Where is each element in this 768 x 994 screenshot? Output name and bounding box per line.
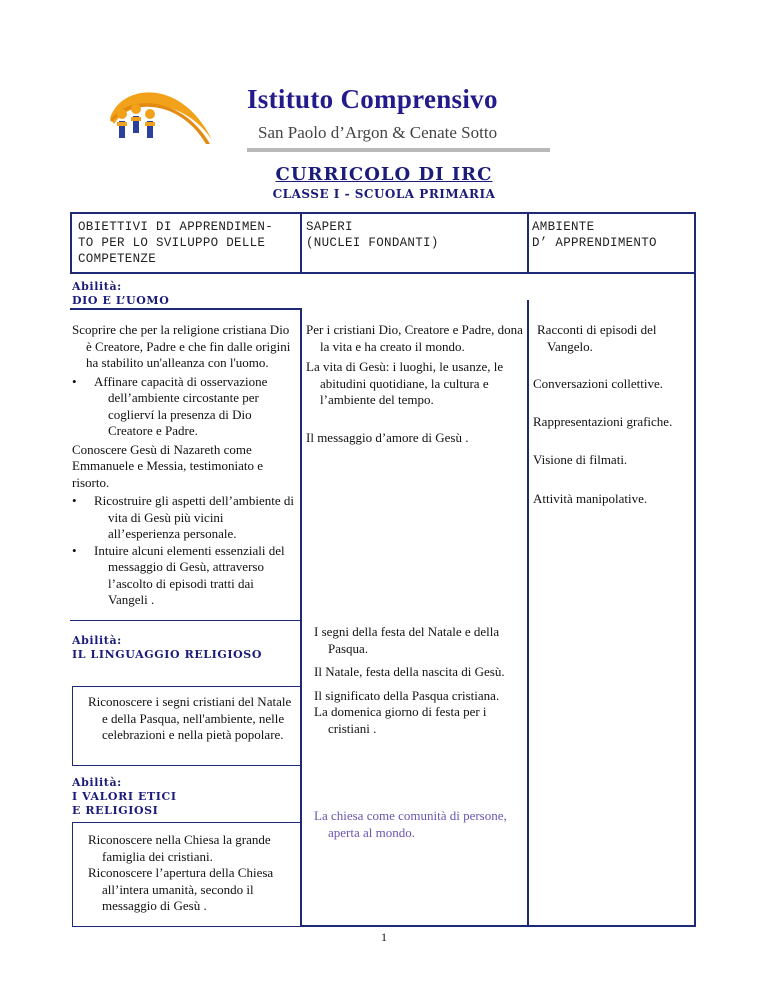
table-left-border-top (70, 212, 72, 272)
table-bottom-border (300, 925, 696, 927)
header-obiettivi: OBIETTIVI DI APPRENDIMEN- TO PER LO SVILUPPO DELLE COMPETENZE (78, 220, 274, 266)
section2-obiettivo: Riconoscere i segni cristiani del Natale e della Pasqua, nell'ambiente, nelle celebrazioni e nella pietà popolare. (88, 694, 292, 742)
section1-box-bottom (70, 620, 302, 621)
institute-title: Istituto Comprensivo (247, 84, 498, 114)
section1-label: Abilità: DIO E L’UOMO (72, 280, 170, 307)
col1-header-right (300, 212, 302, 272)
col2-divider (527, 300, 529, 925)
header-ambiente: AMBIENTE D’ APPRENDIMENTO (532, 220, 657, 250)
header-saperi: SAPERI (NUCLEI FONDANTI) (306, 220, 439, 250)
school-logo-icon (92, 78, 217, 146)
section2-saperi: I segni della festa del Natale e della Pasqua. Il Natale, festa della nascita di Gesù. Il significato della Pasqua cristiana. La domenica giorno di festa per i cristiani . (314, 624, 505, 736)
section3-obiettivi: Riconoscere nella Chiesa la grande famiglia dei cristiani. Riconoscere l’apertura della Chiesa all’intera umanità, secondo il messaggio di Gesù . (88, 832, 274, 913)
section1-obiettivi: Scoprire che per la religione cristiana Dio è Creatore, Padre e che fin dalle origini ha stabilito un'alleanza con l'uomo. • Affinare capacità di osservazione dell’ambiente circostante per coglierví la presenza di Dio Creatore e Padre. Conoscere Gesù di Nazareth come Emmanuele e Messia, testimoniato e risorto. • Ricostruire gli aspetti dell’ambiente di vita di Gesù più vicini all’esperienza personale. • Intuire alcuni elementi essenziali del messaggio di Gesù, attraverso l’ascolto di episodi tratti dai Vangeli . (72, 322, 294, 609)
table-top-border (70, 212, 696, 214)
table-right-border (694, 212, 696, 925)
class-subtitle: CLASSE I - SCUOLA PRIMARIA (272, 187, 496, 201)
section1-label-underline (70, 308, 302, 310)
section1-saperi: Per i cristiani Dio, Creatore e Padre, dona la vita e ha creato il mondo. La vita di Gesù: i luoghi, le usanze, le abitudini quotidiane, la cultura e l’ambiente del tempo. Il messaggio d’amore di Gesù . (306, 322, 523, 445)
col1-divider-top (300, 310, 302, 620)
curriculum-title: CURRICOLO DI IRC (275, 164, 493, 185)
page-number: 1 (381, 930, 387, 944)
header-divider (247, 148, 550, 152)
section3-saperi: La chiesa come comunità di persone, aperta al mondo. (314, 808, 507, 840)
institute-subtitle: San Paolo d’Argon & Cenate Sotto (258, 123, 498, 142)
section2-label: Abilità: IL LINGUAGGIO RELIGIOSO (72, 634, 263, 661)
col2-header-right (527, 212, 529, 272)
header-bottom-border (70, 272, 696, 274)
ambiente-list: Racconti di episodi del Vangelo. Conversazioni collettive. Rappresentazioni grafiche. Visione di filmati. Attività manipolative. (533, 322, 673, 506)
section3-label: Abilità: I VALORI ETICI E RELIGIOSI (72, 776, 177, 817)
